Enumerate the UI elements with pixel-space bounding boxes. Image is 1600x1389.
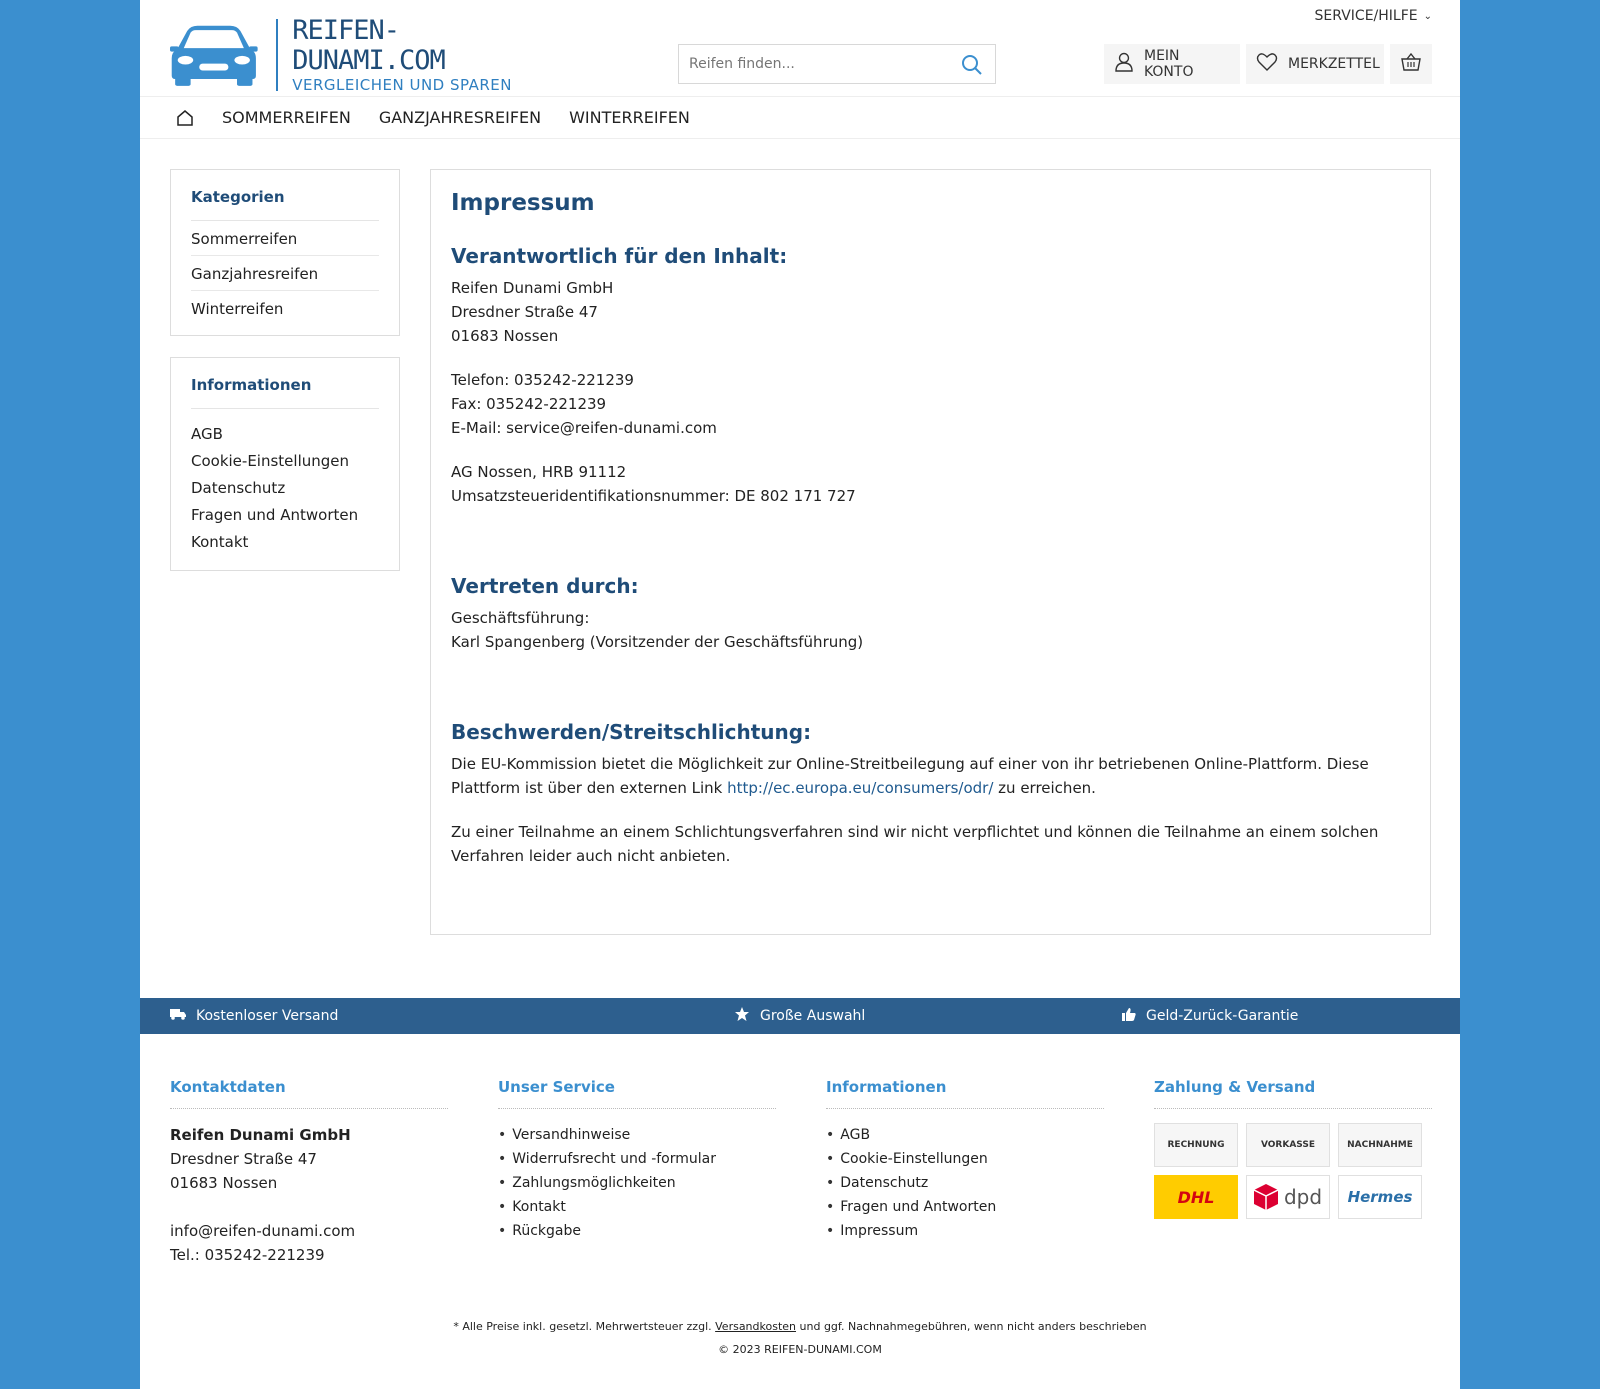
- dpd-logo: [1246, 1175, 1330, 1219]
- benefit-label: Kostenloser Versand: [196, 1008, 339, 1024]
- management-label: Geschäftsführung:: [451, 609, 590, 627]
- main-navigation: [140, 96, 1460, 139]
- sidebar-item-sommerreifen[interactable]: Sommerreifen: [191, 221, 379, 256]
- logo-title: REIFEN-DUNAMI.COM: [292, 15, 445, 76]
- sidebar-categories-title: Kategorien: [191, 188, 379, 221]
- home-icon[interactable]: [176, 109, 194, 127]
- benefit-label: Geld-Zurück-Garantie: [1146, 1008, 1299, 1024]
- benefit-label: Große Auswahl: [760, 1008, 866, 1024]
- sidebar-item-ganzjahresreifen[interactable]: Ganzjahresreifen: [191, 256, 379, 291]
- footer-link-agb[interactable]: • AGB: [826, 1123, 1104, 1147]
- sidebar-item-datenschutz[interactable]: Datenschutz: [191, 479, 286, 497]
- benefits-bar: [140, 998, 1460, 1034]
- footer-phone: Tel.: 035242-221239: [170, 1246, 325, 1264]
- sidebar-information: [170, 357, 400, 571]
- service-help-menu[interactable]: [1315, 8, 1432, 24]
- search-box: [678, 44, 996, 84]
- company-email: E-Mail: service@reifen-dunami.com: [451, 419, 717, 437]
- search-icon[interactable]: [961, 54, 983, 80]
- legal-text-after: und ggf. Nachnahmegebühren, wenn nicht anders beschrieben: [799, 1320, 1147, 1333]
- footer-service: [498, 1078, 776, 1243]
- dhl-logo: DHL: [1154, 1175, 1238, 1219]
- footer-link-faq[interactable]: • Fragen und Antworten: [826, 1195, 1104, 1219]
- footer-information-title: Informationen: [826, 1078, 1104, 1109]
- user-icon: [1114, 52, 1134, 76]
- section-heading-disputes: Beschwerden/Streitschlichtung:: [451, 720, 812, 744]
- chevron-down-icon: ⌄: [1423, 10, 1432, 22]
- company-city: 01683 Nossen: [451, 327, 559, 345]
- payment-cod-badge: NACHNAHME: [1338, 1123, 1422, 1167]
- my-account-label: MEIN KONTO: [1144, 48, 1194, 80]
- sidebar-item-winterreifen[interactable]: Winterreifen: [191, 300, 284, 318]
- footer-email[interactable]: info@reifen-dunami.com: [170, 1222, 356, 1240]
- section-heading-responsible: Verantwortlich für den Inhalt:: [451, 244, 788, 268]
- copyright: © 2023 REIFEN-DUNAMI.COM: [718, 1343, 882, 1356]
- legal-notice: [140, 1320, 1460, 1333]
- truck-icon: [170, 1008, 186, 1024]
- footer-link-impressum[interactable]: • Impressum: [826, 1219, 1104, 1243]
- sidebar-item-kontakt[interactable]: Kontakt: [191, 533, 249, 551]
- footer-street: Dresdner Straße 47: [170, 1150, 317, 1168]
- payment-invoice-badge: RECHNUNG: [1154, 1123, 1238, 1167]
- car-icon: [170, 19, 258, 91]
- payment-logos: [1154, 1123, 1432, 1219]
- sidebar-information-title: Informationen: [191, 376, 379, 409]
- service-help-label: SERVICE/HILFE: [1314, 8, 1418, 24]
- footer-link-cookie-settings[interactable]: • Cookie-Einstellungen: [826, 1147, 1104, 1171]
- company-name: Reifen Dunami GmbH: [451, 279, 614, 297]
- company-street: Dresdner Straße 47: [451, 303, 598, 321]
- impressum-content: [430, 169, 1431, 935]
- legal-text-before: * Alle Preise inkl. gesetzl. Mehrwertsteuer zzgl.: [453, 1320, 712, 1333]
- benefit-money-back: [1122, 998, 1298, 1034]
- hermes-logo: Hermes: [1338, 1175, 1422, 1219]
- footer-city: 01683 Nossen: [170, 1174, 278, 1192]
- dispute-text-before: Die EU-Kommission bietet die Möglichkeit zur Online-Streitbeilegung auf einer von ihr betriebenen Online-Plattform. Diese Plattform ist über den externen Link: [451, 755, 1369, 797]
- footer-link-returns[interactable]: • Rückgabe: [498, 1219, 776, 1243]
- footer-link-contact[interactable]: • Kontakt: [498, 1195, 776, 1219]
- company-phone: Telefon: 035242-221239: [451, 371, 634, 389]
- logo-subtitle: VERGLEICHEN UND SPAREN: [292, 76, 512, 94]
- wishlist-label: MERKZETTEL: [1288, 56, 1380, 72]
- footer-payment-title: Zahlung & Versand: [1154, 1078, 1432, 1109]
- dispute-text-after: zu erreichen.: [998, 779, 1096, 797]
- nav-item-ganzjahresreifen[interactable]: GANZJAHRESREIFEN: [378, 108, 542, 127]
- management-name: Karl Spangenberg (Vorsitzender der Geschäftsführung): [451, 633, 864, 651]
- footer-link-revocation[interactable]: • Widerrufsrecht und -formular: [498, 1147, 776, 1171]
- odr-link[interactable]: http://ec.europa.eu/consumers/odr/: [727, 779, 994, 797]
- star-icon: [734, 1006, 750, 1026]
- footer-payment-shipping: [1154, 1078, 1432, 1219]
- company-register: AG Nossen, HRB 91112: [451, 463, 627, 481]
- nav-item-sommerreifen[interactable]: SOMMERREIFEN: [222, 108, 351, 127]
- logo-divider: [276, 19, 279, 91]
- footer-information: [826, 1078, 1104, 1243]
- page: [140, 0, 1460, 1389]
- payment-prepayment-badge: VORKASSE: [1246, 1123, 1330, 1167]
- page-title: Impressum: [451, 190, 595, 216]
- nav-item-winterreifen[interactable]: WINTERREIFEN: [569, 108, 690, 127]
- basket-icon: [1401, 53, 1421, 75]
- dpd-label: dpd: [1283, 1185, 1323, 1209]
- footer-contact: [170, 1078, 448, 1267]
- dispute-paragraph: [451, 752, 1410, 800]
- benefit-free-shipping: [170, 998, 338, 1034]
- my-account-button[interactable]: [1104, 44, 1240, 84]
- company-vat-id: Umsatzsteueridentifikationsnummer: DE 802 171 727: [451, 487, 856, 505]
- thumbs-up-icon: [1122, 1007, 1136, 1025]
- benefit-large-selection: [734, 998, 865, 1034]
- sidebar-item-agb[interactable]: AGB: [191, 425, 223, 443]
- logo[interactable]: [170, 15, 515, 94]
- arbitration-paragraph: Zu einer Teilnahme an einem Schlichtungsverfahren sind wir nicht verpflichtet und können die Teilnahme an einem solchen Verfahren leider auch nicht anbieten.: [451, 823, 1379, 865]
- footer-service-title: Unser Service: [498, 1078, 776, 1109]
- sidebar-item-faq[interactable]: Fragen und Antworten: [191, 506, 359, 524]
- dpd-cube-icon: [1254, 1184, 1278, 1210]
- shipping-costs-link[interactable]: Versandkosten: [715, 1320, 797, 1333]
- footer-company: Reifen Dunami GmbH: [170, 1126, 351, 1144]
- sidebar-categories: [170, 169, 400, 336]
- heart-icon: [1256, 52, 1278, 76]
- footer-link-shipping-info[interactable]: • Versandhinweise: [498, 1123, 776, 1147]
- sidebar-item-cookie-settings[interactable]: Cookie-Einstellungen: [191, 452, 350, 470]
- section-heading-represented: Vertreten durch:: [451, 574, 639, 598]
- footer-link-datenschutz[interactable]: • Datenschutz: [826, 1171, 1104, 1195]
- search-input[interactable]: [689, 56, 949, 72]
- company-fax: Fax: 035242-221239: [451, 395, 607, 413]
- footer-contact-title: Kontaktdaten: [170, 1078, 448, 1109]
- cart-button[interactable]: [1390, 44, 1432, 84]
- footer-link-payment-options[interactable]: • Zahlungsmöglichkeiten: [498, 1171, 776, 1195]
- wishlist-button[interactable]: [1246, 44, 1384, 84]
